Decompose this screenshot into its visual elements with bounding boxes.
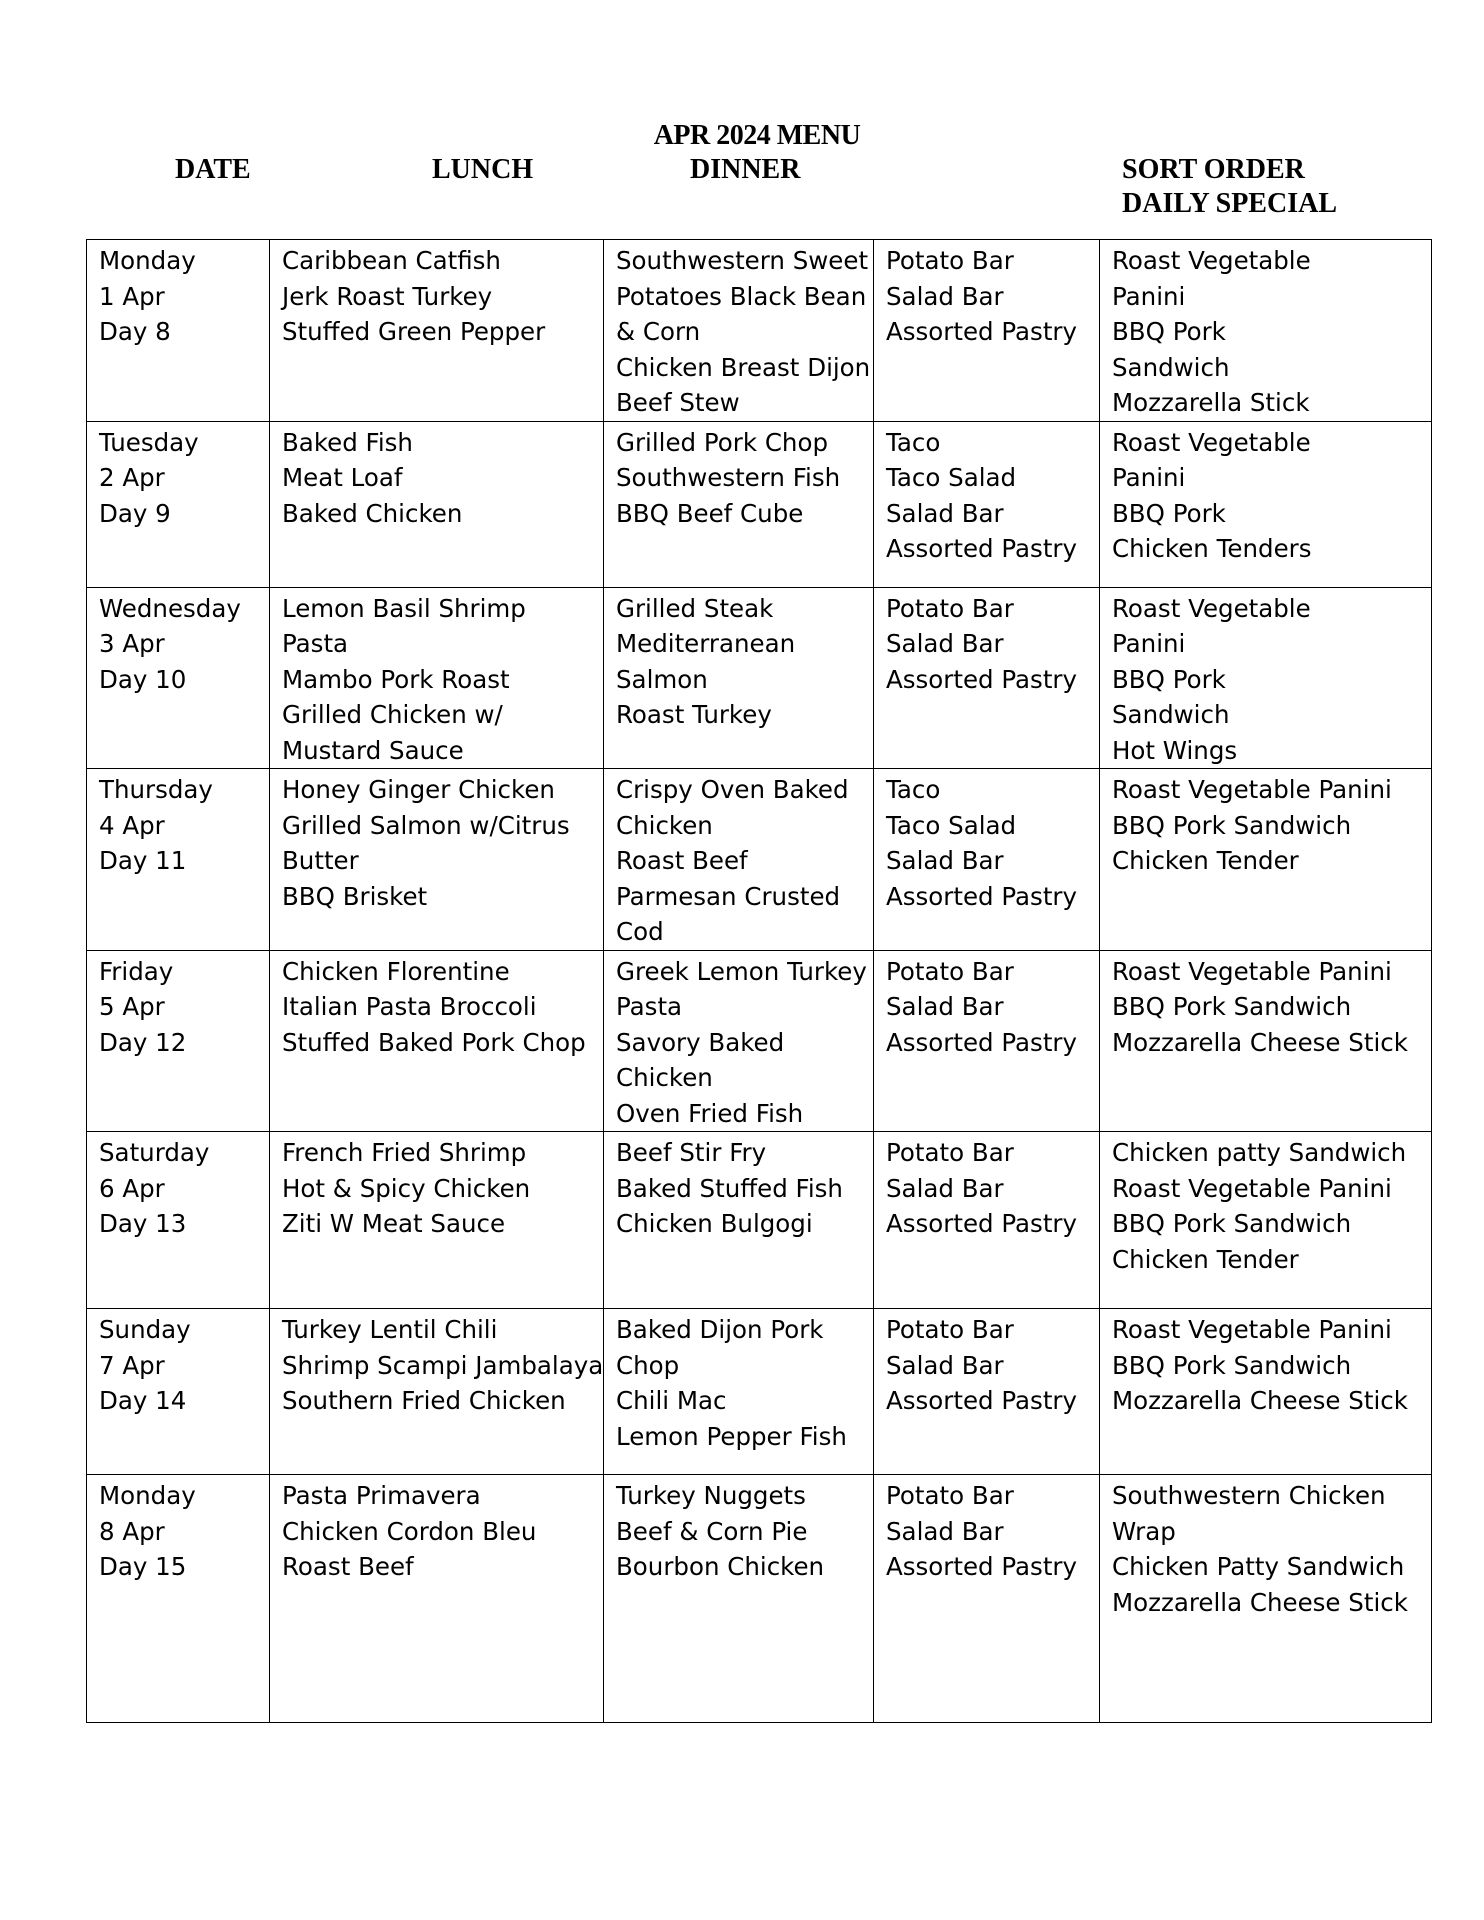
- menu-item: Shrimp Scampi Jambalaya: [282, 1350, 604, 1380]
- menu-item: Pasta: [282, 629, 349, 658]
- menu-item: Assorted Pastry: [886, 1027, 1077, 1057]
- menu-item: Turkey Nuggets: [616, 1481, 806, 1510]
- menu-item: 8 Apr: [99, 1516, 165, 1546]
- menu-item: Chicken patty Sandwich: [1112, 1138, 1407, 1167]
- menu-item: Italian Pasta Broccoli: [282, 992, 537, 1021]
- daily-special-cell: [1100, 769, 1432, 951]
- menu-item: Chicken: [616, 1063, 713, 1092]
- menu-item: Assorted Pastry: [886, 1386, 1077, 1415]
- menu-item: Thursday: [99, 775, 213, 804]
- menu-item: Grilled Salmon w/Citrus: [282, 810, 570, 840]
- menu-item: Southern Fried Chicken: [282, 1386, 566, 1415]
- date-cell: [87, 421, 270, 587]
- menu-item: Lemon Basil Shrimp: [282, 593, 526, 623]
- sort-order-cell: [874, 587, 1100, 769]
- menu-item: Potato Bar: [886, 593, 1014, 623]
- table-row: [87, 1475, 1432, 1723]
- dinner-cell: [604, 1132, 874, 1309]
- menu-item: Mozzarella Cheese Stick: [1112, 1386, 1408, 1415]
- menu-item: Monday: [99, 1481, 196, 1510]
- dinner-cell: [604, 950, 874, 1132]
- menu-item: Beef & Corn Pie: [616, 1516, 808, 1546]
- date-cell: [87, 240, 270, 422]
- daily-special-cell: [1100, 1309, 1432, 1475]
- lunch-cell: [270, 950, 604, 1132]
- menu-item: Chicken Tender: [1112, 1244, 1299, 1274]
- menu-item: Roast Beef: [616, 846, 748, 875]
- menu-item: Tuesday: [99, 427, 199, 457]
- menu-item: Potato Bar: [886, 1481, 1014, 1510]
- dinner-cell: [604, 769, 874, 951]
- date-cell: [87, 950, 270, 1132]
- sort-order-cell: [874, 1309, 1100, 1475]
- menu-item: Turkey Lentil Chili: [282, 1315, 498, 1344]
- menu-item: BBQ Beef Cube: [616, 498, 804, 528]
- menu-item: Day 15: [99, 1552, 187, 1581]
- menu-item: Oven Fried Fish: [616, 1098, 804, 1128]
- menu-item: Roast Vegetable: [1112, 246, 1311, 275]
- sort-order-cell: [874, 240, 1100, 422]
- menu-item: Day 10: [99, 664, 187, 694]
- sort-order-cell: [874, 1132, 1100, 1309]
- date-cell: [87, 1309, 270, 1475]
- menu-item: Roast Vegetable Panini: [1112, 1315, 1392, 1344]
- date-cell: [87, 769, 270, 951]
- menu-item: Assorted Pastry: [886, 1552, 1077, 1581]
- menu-item: Salad Bar: [886, 498, 1004, 528]
- table-row: [87, 950, 1432, 1132]
- sort-order-cell: [874, 769, 1100, 951]
- menu-item: BBQ Pork: [1112, 664, 1226, 694]
- menu-item: Mozzarella Cheese Stick: [1112, 1587, 1408, 1617]
- menu-item: Sunday: [99, 1315, 191, 1344]
- date-cell: [87, 1132, 270, 1309]
- menu-item: Honey Ginger Chicken: [282, 775, 555, 804]
- date-cell: [87, 1475, 270, 1723]
- menu-item: Taco Salad: [886, 463, 1017, 492]
- menu-item: Baked Fish: [282, 427, 413, 457]
- menu-item: Mozzarella Stick: [1112, 388, 1310, 417]
- menu-item: Crispy Oven Baked: [616, 775, 849, 804]
- table-row: [87, 769, 1432, 951]
- menu-item: Assorted Pastry: [886, 664, 1077, 694]
- daily-special-cell: [1100, 240, 1432, 422]
- menu-item: & Corn: [616, 317, 701, 346]
- menu-item: Beef Stir Fry: [616, 1138, 767, 1167]
- menu-item: Lemon Pepper Fish: [616, 1421, 847, 1451]
- table-row: [87, 421, 1432, 587]
- menu-item: Roast Vegetable Panini: [1112, 775, 1392, 804]
- menu-item: Grilled Chicken w/: [282, 700, 503, 729]
- menu-item: 5 Apr: [99, 992, 165, 1021]
- menu-item: Assorted Pastry: [886, 317, 1077, 346]
- menu-item: Chili Mac: [616, 1386, 727, 1415]
- lunch-cell: [270, 1132, 604, 1309]
- page-title: APR 2024 MENU: [653, 120, 861, 151]
- menu-item: Chop: [616, 1350, 680, 1380]
- header-date: DATE: [175, 154, 251, 185]
- menu-item: Wrap: [1112, 1516, 1176, 1546]
- menu-item: Southwestern Chicken: [1112, 1481, 1386, 1510]
- header-lunch: LUNCH: [432, 154, 534, 185]
- header-dinner: DINNER: [690, 154, 801, 185]
- lunch-cell: [270, 587, 604, 769]
- menu-item: Baked Stuffed Fish: [616, 1173, 843, 1203]
- menu-item: Day 13: [99, 1209, 187, 1238]
- menu-item: Hot & Spicy Chicken: [282, 1173, 531, 1203]
- menu-item: Roast Vegetable Panini: [1112, 956, 1392, 986]
- menu-item: Beef Stew: [616, 388, 740, 417]
- menu-item: 6 Apr: [99, 1173, 165, 1203]
- menu-item: BBQ Pork Sandwich: [1112, 810, 1352, 840]
- menu-item: Southwestern Sweet: [616, 246, 869, 275]
- menu-item: Grilled Steak: [616, 593, 774, 623]
- menu-item: Assorted Pastry: [886, 534, 1077, 563]
- menu-item: Stuffed Green Pepper: [282, 317, 546, 346]
- menu-item: Pasta: [616, 992, 683, 1021]
- menu-item: Taco Salad: [886, 810, 1017, 840]
- table-row: [87, 587, 1432, 769]
- lunch-cell: [270, 1475, 604, 1723]
- menu-item: Baked Chicken: [282, 498, 463, 528]
- menu-item: Grilled Pork Chop: [616, 427, 829, 457]
- menu-item: Cod: [616, 917, 664, 946]
- header-daily-special: DAILY SPECIAL: [1122, 188, 1337, 219]
- menu-item: Greek Lemon Turkey: [616, 956, 867, 986]
- menu-item: Roast Turkey: [616, 700, 772, 729]
- menu-item: Chicken Breast Dijon: [616, 352, 871, 382]
- menu-item: Stuffed Baked Pork Chop: [282, 1027, 586, 1057]
- dinner-cell: [604, 421, 874, 587]
- menu-item: Hot Wings: [1112, 735, 1238, 765]
- daily-special-cell: [1100, 1475, 1432, 1723]
- menu-item: Chicken Cordon Bleu: [282, 1516, 537, 1546]
- menu-item: Potatoes Black Bean: [616, 281, 867, 311]
- menu-item: Chicken Florentine: [282, 956, 510, 986]
- menu-item: Panini: [1112, 281, 1186, 311]
- menu-item: Pasta Primavera: [282, 1481, 481, 1510]
- date-cell: [87, 587, 270, 769]
- menu-item: Taco: [886, 427, 941, 457]
- menu-item: Sandwich: [1112, 352, 1230, 382]
- menu-item: Chicken Patty Sandwich: [1112, 1552, 1405, 1581]
- menu-item: Saturday: [99, 1138, 210, 1167]
- menu-item: Friday: [99, 956, 174, 986]
- menu-item: 1 Apr: [99, 281, 165, 311]
- menu-item: Day 9: [99, 498, 171, 528]
- menu-item: Roast Beef: [282, 1552, 414, 1581]
- sort-order-cell: [874, 950, 1100, 1132]
- menu-item: Chicken Tenders: [1112, 534, 1312, 563]
- lunch-cell: [270, 240, 604, 422]
- menu-item: Panini: [1112, 463, 1186, 492]
- menu-item: Taco: [886, 775, 941, 804]
- menu-item: Assorted Pastry: [886, 881, 1077, 911]
- menu-item: Southwestern Fish: [616, 463, 841, 492]
- sort-order-cell: [874, 1475, 1100, 1723]
- menu-item: BBQ Brisket: [282, 881, 428, 911]
- dinner-cell: [604, 1309, 874, 1475]
- menu-item: Potato Bar: [886, 1315, 1014, 1344]
- table-row: [87, 1309, 1432, 1475]
- menu-item: Day 14: [99, 1386, 187, 1415]
- menu-item: Wednesday: [99, 593, 241, 623]
- menu-table: [86, 239, 1432, 1723]
- lunch-cell: [270, 1309, 604, 1475]
- dinner-cell: [604, 1475, 874, 1723]
- menu-item: Chicken Tender: [1112, 846, 1299, 875]
- menu-item: 7 Apr: [99, 1350, 165, 1380]
- menu-item: Parmesan Crusted: [616, 881, 841, 911]
- menu-item: Meat Loaf: [282, 463, 403, 492]
- dinner-cell: [604, 240, 874, 422]
- menu-item: Day 11: [99, 846, 187, 875]
- menu-item: Roast Vegetable Panini: [1112, 1173, 1392, 1203]
- menu-item: BBQ Pork Sandwich: [1112, 1209, 1352, 1238]
- menu-item: Savory Baked: [616, 1027, 785, 1057]
- menu-item: Butter: [282, 846, 359, 875]
- menu-item: Mustard Sauce: [282, 735, 464, 765]
- daily-special-cell: [1100, 587, 1432, 769]
- menu-item: Salad Bar: [886, 281, 1004, 311]
- menu-item: BBQ Pork Sandwich: [1112, 1350, 1352, 1380]
- menu-item: Day 8: [99, 317, 171, 346]
- menu-item: Roast Vegetable: [1112, 427, 1311, 457]
- daily-special-cell: [1100, 421, 1432, 587]
- menu-item: BBQ Pork: [1112, 498, 1226, 528]
- menu-item: Salad Bar: [886, 629, 1004, 658]
- menu-item: Day 12: [99, 1027, 187, 1057]
- menu-item: BBQ Pork Sandwich: [1112, 992, 1352, 1021]
- menu-item: 3 Apr: [99, 629, 165, 658]
- menu-item: Salmon: [616, 664, 708, 694]
- menu-item: Salad Bar: [886, 992, 1004, 1021]
- menu-item: Roast Vegetable: [1112, 593, 1311, 623]
- menu-item: French Fried Shrimp: [282, 1138, 527, 1167]
- menu-item: 4 Apr: [99, 810, 165, 840]
- menu-item: Chicken: [616, 810, 713, 840]
- menu-item: Baked Dijon Pork: [616, 1315, 824, 1344]
- menu-item: Caribbean Catfish: [282, 246, 501, 275]
- table-row: [87, 240, 1432, 422]
- daily-special-cell: [1100, 950, 1432, 1132]
- menu-item: Panini: [1112, 629, 1186, 658]
- menu-item: Salad Bar: [886, 1173, 1004, 1203]
- menu-item: Mediterranean: [616, 629, 796, 658]
- lunch-cell: [270, 421, 604, 587]
- sort-order-cell: [874, 421, 1100, 587]
- menu-item: Salad Bar: [886, 1516, 1004, 1546]
- daily-special-cell: [1100, 1132, 1432, 1309]
- menu-item: Bourbon Chicken: [616, 1552, 825, 1581]
- menu-item: Salad Bar: [886, 1350, 1004, 1380]
- lunch-cell: [270, 769, 604, 951]
- table-row: [87, 1132, 1432, 1309]
- dinner-cell: [604, 587, 874, 769]
- menu-item: Mambo Pork Roast: [282, 664, 510, 694]
- menu-item: Salad Bar: [886, 846, 1004, 875]
- menu-item: Potato Bar: [886, 956, 1014, 986]
- header-sort-order: SORT ORDER: [1122, 154, 1305, 185]
- menu-item: Ziti W Meat Sauce: [282, 1209, 506, 1238]
- menu-item: 2 Apr: [99, 463, 165, 492]
- menu-item: Potato Bar: [886, 1138, 1014, 1167]
- menu-item: Sandwich: [1112, 700, 1230, 729]
- menu-item: Chicken Bulgogi: [616, 1209, 813, 1238]
- menu-item: Mozzarella Cheese Stick: [1112, 1027, 1408, 1057]
- menu-item: Jerk Roast Turkey: [282, 281, 493, 311]
- menu-item: Assorted Pastry: [886, 1209, 1077, 1238]
- menu-item: Monday: [99, 246, 196, 275]
- menu-item: BBQ Pork: [1112, 317, 1226, 346]
- menu-item: Potato Bar: [886, 246, 1014, 275]
